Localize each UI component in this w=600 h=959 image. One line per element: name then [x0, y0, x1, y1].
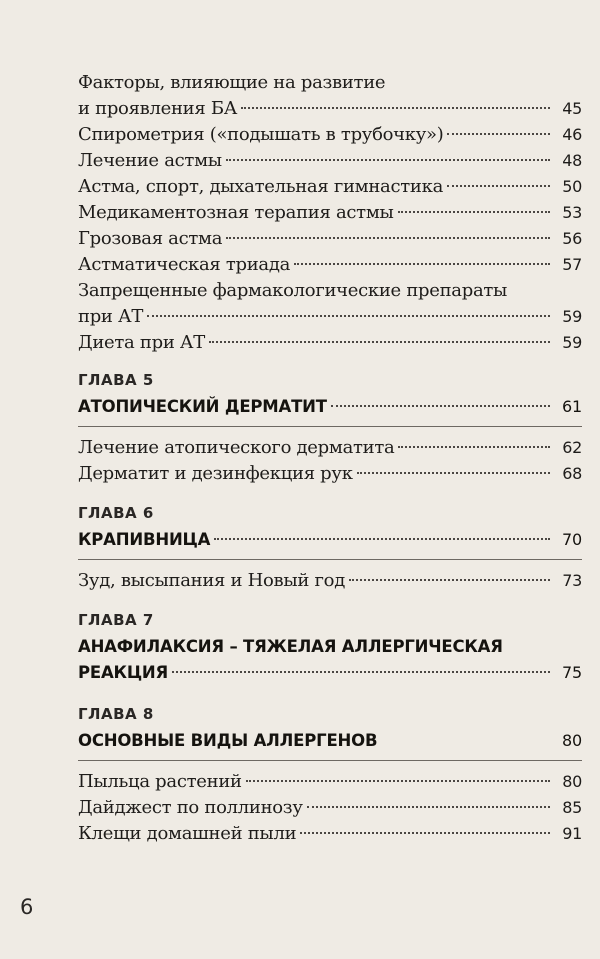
toc-page-number: 56	[562, 229, 582, 248]
toc-entry-title: Дайджест по поллинозу	[78, 797, 303, 818]
toc-page-number: 80	[562, 731, 582, 750]
toc-page-number: 48	[562, 151, 582, 170]
toc-entry	[78, 252, 582, 278]
chapter-label: ГЛАВА 8	[78, 705, 154, 723]
divider	[78, 760, 582, 761]
toc-entry	[78, 330, 582, 356]
toc-entry-title: Грозовая астма	[78, 228, 223, 249]
toc-page-number: 45	[562, 99, 582, 118]
chapter-title-text: АТОПИЧЕСКИЙ ДЕРМАТИТ	[78, 397, 327, 416]
toc-entry-title: Спирометрия («подышать в трубочку»)	[78, 124, 444, 145]
toc-entry-title: и проявления БА	[78, 98, 238, 119]
divider	[78, 559, 582, 560]
toc-entry	[78, 200, 582, 226]
chapter-title	[78, 394, 582, 420]
toc-entry	[78, 435, 582, 461]
chapter-label: ГЛАВА 7	[78, 611, 154, 629]
toc-page-number: 59	[562, 333, 582, 352]
toc-entry	[78, 821, 582, 847]
chapter-title-text: РЕАКЦИЯ	[78, 663, 169, 682]
toc-entry	[78, 226, 582, 252]
dot-leader	[147, 315, 550, 317]
toc-entry-title: Пыльца растений	[78, 771, 242, 792]
page-number: 6	[20, 895, 34, 919]
toc-page-number: 91	[562, 824, 582, 843]
dot-leader	[398, 211, 550, 213]
toc-entry-title: Диета при АТ	[78, 332, 205, 353]
dot-leader	[381, 739, 550, 741]
dot-leader	[307, 806, 550, 808]
dot-leader	[172, 671, 550, 673]
chapter-title-text: АНАФИЛАКСИЯ – ТЯЖЕЛАЯ АЛЛЕРГИЧЕСКАЯ	[78, 637, 503, 656]
toc-page-number: 75	[562, 663, 582, 682]
chapter-label: ГЛАВА 5	[78, 371, 154, 389]
toc-entry	[78, 769, 582, 795]
chapter-title	[78, 728, 582, 754]
dot-leader	[226, 237, 550, 239]
toc-entry-title: Факторы, влияющие на развитие	[78, 72, 386, 93]
chapter-label: ГЛАВА 6	[78, 504, 154, 522]
toc-entry	[78, 122, 582, 148]
toc-page-number: 70	[562, 530, 582, 549]
dot-leader	[246, 780, 550, 782]
chapter-title	[78, 634, 582, 686]
toc-entry	[78, 174, 582, 200]
toc-entry	[78, 278, 582, 330]
divider	[78, 426, 582, 427]
toc-entry-title: Запрещенные фармакологические препараты	[78, 280, 508, 301]
toc-entry-title: Дерматит и дезинфекция рук	[78, 463, 353, 484]
toc-page-number: 85	[562, 798, 582, 817]
toc-page-number: 62	[562, 438, 582, 457]
dot-leader	[226, 159, 550, 161]
toc-page-number: 59	[562, 307, 582, 326]
dot-leader	[300, 832, 550, 834]
toc-entry-title: Медикаментозная терапия астмы	[78, 202, 394, 223]
toc-page-number: 50	[562, 177, 582, 196]
toc-entry-title: Астма, спорт, дыхательная гимнастика	[78, 176, 444, 197]
chapter-title-text: ОСНОВНЫЕ ВИДЫ АЛЛЕРГЕНОВ	[78, 731, 378, 750]
table-of-contents	[78, 70, 582, 847]
toc-page-number: 53	[562, 203, 582, 222]
toc-entry	[78, 795, 582, 821]
dot-leader	[349, 579, 550, 581]
dot-leader	[331, 405, 550, 407]
toc-entry-title: при АТ	[78, 306, 144, 327]
dot-leader	[209, 341, 550, 343]
chapter-title-text: КРАПИВНИЦА	[78, 530, 211, 549]
dot-leader	[447, 185, 550, 187]
dot-leader	[294, 263, 550, 265]
toc-page-number: 61	[562, 397, 582, 416]
dot-leader	[357, 472, 550, 474]
dot-leader	[241, 107, 550, 109]
toc-entry	[78, 461, 582, 487]
toc-page-number: 68	[562, 464, 582, 483]
toc-entry-title: Лечение атопического дерматита	[78, 437, 395, 458]
toc-entry	[78, 148, 582, 174]
toc-entry-title: Астматическая триада	[78, 254, 291, 275]
toc-page-number: 46	[562, 125, 582, 144]
dot-leader	[214, 538, 550, 540]
toc-page-number: 73	[562, 571, 582, 590]
dot-leader	[398, 446, 550, 448]
toc-page-number: 57	[562, 255, 582, 274]
toc-page-number: 80	[562, 772, 582, 791]
toc-entry-title: Клещи домашней пыли	[78, 823, 297, 844]
toc-entry-title: Лечение астмы	[78, 150, 222, 171]
toc-entry	[78, 568, 582, 594]
chapter-title	[78, 527, 582, 553]
dot-leader	[447, 133, 550, 135]
toc-entry	[78, 70, 582, 122]
toc-entry-title: Зуд, высыпания и Новый год	[78, 570, 345, 591]
